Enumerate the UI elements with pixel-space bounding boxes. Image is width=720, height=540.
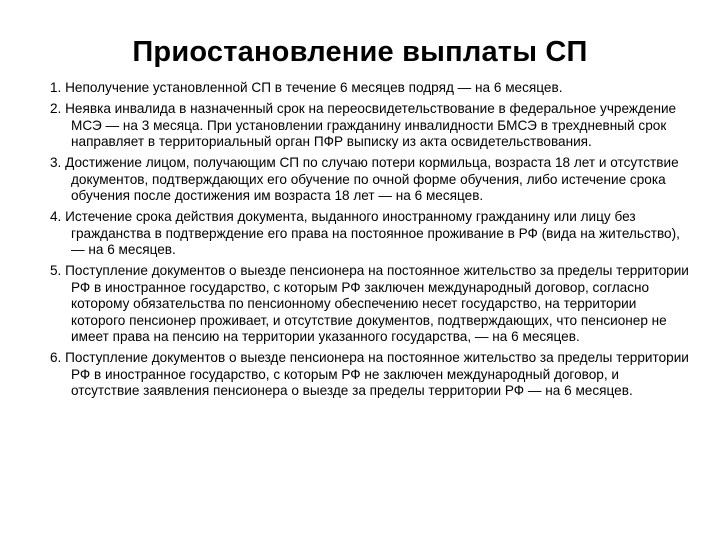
conditions-list bbox=[40, 80, 690, 404]
list-item: 1. Неполучение установленной СП в течение 6 месяцев подряд — на 6 месяцев. bbox=[50, 80, 563, 95]
list-item: 4. Истечение срока действия документа, выданного иностранному гражданину или лицу без гражданства в подтверждение его права на постоянное проживание в РФ (вида на жительство), — на 6 месяцев. bbox=[50, 209, 680, 257]
list-item: 3. Достижение лицом, получающим СП по случаю потери кормильца, возраста 18 лет и отсутствие документов, подтверждающих его обучение по очной форме обучения, либо истечение срока обучения после достижения им возраста 18 лет — на 6 месяцев. bbox=[50, 155, 679, 203]
list-item: 5. Поступление документов о выезде пенсионера на постоянное жительство за пределы территории РФ в иностранное государство, с которым РФ заключен международный договор, согласно которому обязательства по пенсионному обеспечению несет государство, на территории которого пенсионер проживает, и отсутствие документов, подтверждающих, что пенсионер не имеет права на пенсию на территории указанного государства, — на 6 месяцев. bbox=[50, 263, 689, 344]
list-item: 2. Неявка инвалида в назначенный срок на переосвидетельствование в федеральное учреждение МСЭ — на 3 месяца. При установлении гражданину инвалидности БМСЭ в трехдневный срок направляет в территориальный орган ПФР выписку из акта освидетельствования. bbox=[50, 101, 677, 149]
slide-title: Приостановление выплаты СП bbox=[132, 36, 588, 68]
list-item: 6. Поступление документов о выезде пенсионера на постоянное жительство за пределы территории РФ в иностранное государство, с которым РФ не заключен международный договор, и отсутствие заявления пенсионера о выезде за пределы территории РФ — на 6 месяцев. bbox=[50, 350, 689, 398]
